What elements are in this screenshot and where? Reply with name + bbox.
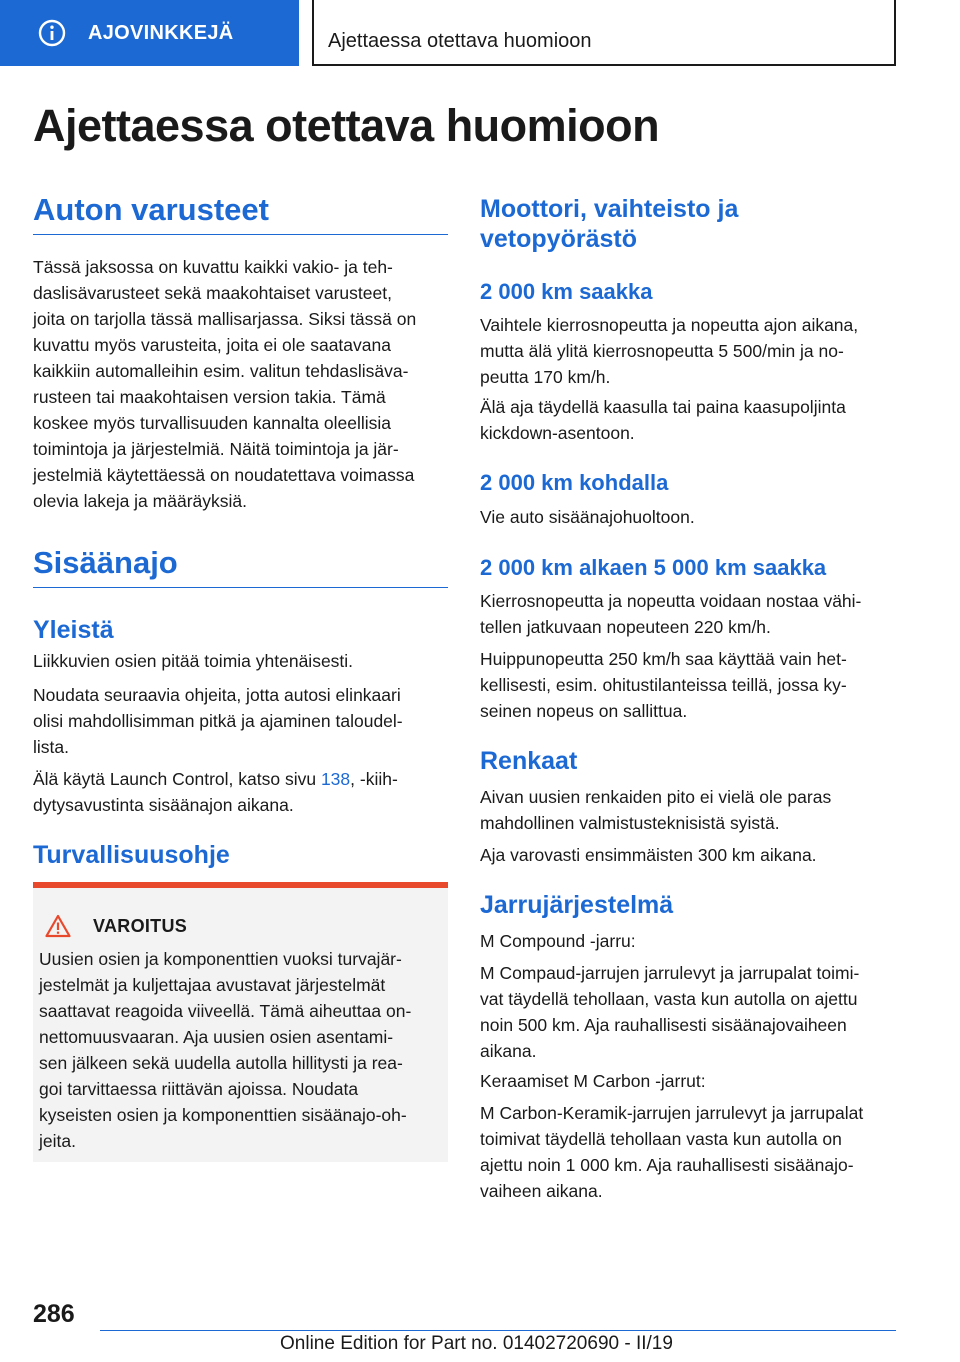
divider — [33, 234, 448, 235]
text-line: kuvattu myös varusteita, joita ei ole saatavana — [33, 335, 391, 355]
section-tab-label: AJOVINKKEJÄ — [88, 21, 234, 44]
heading-line: vetopyörästö — [480, 225, 637, 253]
at-2000-paragraph: Vie auto sisäänajohuoltoon. — [480, 507, 695, 527]
text-line: seinen nopeus on sallittua. — [480, 701, 688, 721]
breadcrumb — [312, 0, 896, 66]
text-line: Tässä jaksossa on kuvattu kaikki vakio- ja teh- — [33, 257, 393, 277]
tyres-paragraph-2: Aja varovasti ensimmäisten 300 km aikana. — [480, 845, 817, 865]
text-line: mahdollinen valmistusteknisistä syistä. — [480, 813, 780, 833]
text-line: vaiheen aikana. — [480, 1181, 603, 1201]
equipment-paragraph — [33, 254, 453, 514]
text-line: toimintoja ja järjestelmiä. Näitä toimintoja ja jär- — [33, 439, 399, 459]
text-line: Vaihtele kierrosnopeutta ja nopeutta ajon aikana, — [480, 315, 859, 335]
heading-2000-to-5000: 2 000 km alkaen 5 000 km saakka — [480, 555, 827, 580]
text-line: noin 500 km. Aja rauhallisesti sisäänajovaiheen — [480, 1015, 847, 1035]
text-line: kellisesti, esim. ohitustilanteissa teillä, jossa ky- — [480, 675, 847, 695]
heading-tyres: Renkaat — [480, 747, 578, 775]
text-line: Huippunopeutta 250 km/h saa käyttää vain het- — [480, 649, 847, 669]
heading-line: Moottori, vaihteisto ja — [480, 195, 739, 223]
tyres-paragraph-1 — [480, 784, 900, 836]
text-line: daslisävarusteet sekä maakohtaiset varusteet, — [33, 283, 392, 303]
page-title: Ajettaessa otettava huomioon — [33, 100, 660, 151]
up-to-2000-paragraph-2 — [480, 394, 900, 446]
text-line — [33, 766, 453, 792]
heading-equipment: Auton varusteet — [33, 192, 269, 227]
warning-title: VAROITUS — [93, 915, 188, 936]
text-line: tellen jatkuvaan nopeuteen 220 km/h. — [480, 617, 771, 637]
text-line: Älä aja täydellä kaasulla tai paina kaasupoljinta — [480, 397, 846, 417]
2000-to-5000-paragraph-2 — [480, 646, 900, 724]
warning-header — [45, 914, 187, 938]
brakes-paragraph-4 — [480, 1100, 900, 1204]
text-line: ajettu noin 1 000 km. Aja rauhallisesti sisäänajo- — [480, 1155, 854, 1175]
text-line: kaikkiin automalleihin esim. valitun tehdaslisäva- — [33, 361, 409, 381]
text-line: olisi mahdollisimman pitkä ja ajaminen taloudel- — [33, 711, 403, 731]
2000-to-5000-paragraph-1 — [480, 588, 900, 640]
general-paragraph-1: Liikkuvien osien pitää toimia yhtenäisesti. — [33, 651, 354, 671]
text-line: kickdown-asentoon. — [480, 423, 635, 443]
general-paragraph-2 — [33, 682, 453, 760]
brakes-paragraph-3: Keraamiset M Carbon -jarrut: — [480, 1071, 706, 1091]
text-line: rusteen tai maakohtaisen version takia. Tämä — [33, 387, 386, 407]
heading-safety: Turvallisuusohje — [33, 841, 230, 869]
text-line: peutta 170 km/h. — [480, 367, 611, 387]
heading-up-to-2000: 2 000 km saakka — [480, 279, 653, 304]
heading-breakin: Sisäänajo — [33, 545, 178, 580]
text-line: Aivan uusien renkaiden pito ei vielä ole paras — [480, 787, 832, 807]
text-line: mutta älä ylitä kierrosnopeutta 5 500/min ja no- — [480, 341, 844, 361]
text-line: M Compaud-jarrujen jarrulevyt ja jarrupalat toimi- — [480, 963, 860, 983]
text-line: sen jälkeen sekä uudella autolla hillitysti ja rea- — [39, 1053, 403, 1073]
text-line: koskee myös turvallisuuden kannalta oleellisia — [33, 413, 391, 433]
heading-engine — [480, 194, 738, 254]
breadcrumb-text: Ajettaessa otettava huomioon — [328, 30, 592, 52]
text-fragment: Älä käytä Launch Control, katso sivu — [33, 769, 321, 789]
heading-general: Yleistä — [33, 616, 114, 644]
page-link[interactable]: 138 — [320, 769, 351, 789]
text-line: jestelmät ja kuljettajaa avustavat järjestelmät — [39, 975, 386, 995]
up-to-2000-paragraph-1 — [480, 312, 900, 390]
text-fragment: , -kiih- — [350, 769, 398, 789]
text-line: dytysavustinta sisäänajon aikana. — [33, 795, 294, 815]
text-line: nettomuusvaaran. Aja uusien osien asentami- — [39, 1027, 394, 1047]
text-line: joita on tarjolla tässä mallisarjassa. Siksi tässä on — [33, 309, 417, 329]
brakes-paragraph-2 — [480, 960, 900, 1064]
text-line: Noudata seuraavia ohjeita, jotta autosi elinkaari — [33, 685, 401, 705]
text-line: kyseisten osien ja komponenttien sisäänajo-oh- — [39, 1105, 407, 1125]
heading-at-2000: 2 000 km kohdalla — [480, 470, 669, 495]
heading-brakes: Jarrujärjestelmä — [480, 891, 674, 919]
divider — [33, 587, 448, 588]
info-icon — [38, 19, 66, 47]
text-line: vat täydellä tehollaan, vasta kun autolla on ajettu — [480, 989, 858, 1009]
page-number: 286 — [33, 1300, 75, 1328]
brakes-paragraph-1: M Compound -jarru: — [480, 931, 636, 951]
footer-divider — [100, 1330, 896, 1331]
text-line: Kierrosnopeutta ja nopeutta voidaan nostaa vähi- — [480, 591, 862, 611]
warning-triangle-icon — [45, 914, 71, 938]
text-line: olevia lakeja ja määräyksiä. — [33, 491, 247, 511]
text-line: jestelmiä käytettäessä on noudatettava voimassa — [33, 465, 415, 485]
text-line: M Carbon-Keramik-jarrujen jarrulevyt ja jarrupalat — [480, 1103, 864, 1123]
section-tab[interactable] — [0, 0, 299, 66]
warning-box — [33, 882, 448, 1162]
general-paragraph-3 — [33, 766, 453, 818]
text-line: saattavat reagoida viiveellä. Tämä aiheuttaa on- — [39, 1001, 412, 1021]
footer-edition: Online Edition for Part no. 01402720690 - II/19 — [280, 1333, 673, 1354]
text-line: toimivat täydellä tehollaan vasta kun autolla on — [480, 1129, 842, 1149]
text-line: Uusien osien ja komponenttien vuoksi turvajär- — [39, 949, 402, 969]
text-line: lista. — [33, 737, 69, 757]
text-line: goi tarvittaessa riittävän ajoissa. Noudata — [39, 1079, 359, 1099]
text-line: aikana. — [480, 1041, 537, 1061]
text-line: jeita. — [39, 1131, 76, 1151]
warning-text — [39, 946, 444, 1154]
